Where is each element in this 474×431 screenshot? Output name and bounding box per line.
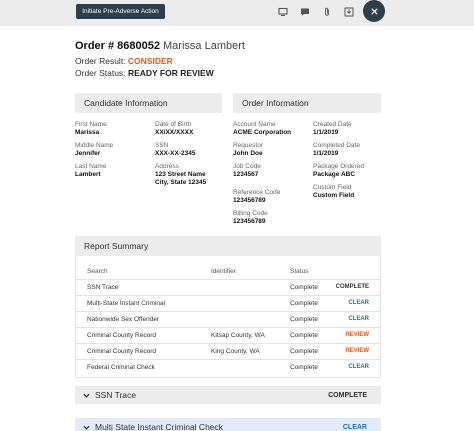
order-status: Order Status: READY FOR REVIEW [75,68,214,78]
row-status: Complete [290,300,318,307]
chevron-down-icon [81,390,91,400]
table-row[interactable] [75,279,381,295]
candidate-name: Marissa Lambert [163,40,245,52]
row-identifier: Kitsap County, WA [211,332,265,339]
chevron-down-icon [81,422,91,431]
order-status-value: READY FOR REVIEW [127,68,214,78]
report-summary-heading: Report Summary [75,236,381,256]
row-status: Complete [290,332,318,339]
created-date-field: Created Date 1/1/2019 [313,121,352,136]
candidate-info-heading: Candidate Information [75,93,222,113]
reference-code-field: Reference Code 123456789 [233,189,281,204]
order-number: Order # 8680052 [75,40,161,52]
row-search: Criminal County Record [87,348,156,355]
table-row[interactable] [75,311,381,327]
section-title: SSN Trace [95,390,137,400]
dob-field: Date of Birth XX/XX/XXXX [155,121,194,136]
close-button[interactable] [363,0,385,22]
section-ssn-trace[interactable] [75,386,381,404]
comment-icon[interactable] [299,6,310,17]
section-result: CLEAR [342,423,367,431]
top-toolbar [0,0,474,26]
row-result: REVIEW [345,332,369,338]
row-result: CLEAR [348,300,369,306]
row-status: Complete [290,364,318,371]
order-info-heading: Order Information [233,93,381,113]
row-result: COMPLETE [335,284,369,290]
page-title [75,40,245,52]
table-row[interactable] [75,343,381,359]
order-result: Order Result: CONSIDER [75,56,173,66]
custom-field: Custom Field Custom Field [313,184,355,199]
package-ordered-field: Package Ordered Package ABC [313,163,364,178]
row-result: CLEAR [348,316,369,322]
row-search: Nationwide Sex Offender [87,316,160,323]
section-title: Multi State Instant Criminal Check [95,422,224,431]
address-field: Address 123 Street Name City, State 12345 [155,163,207,186]
table-row[interactable] [75,295,381,311]
row-result: REVIEW [345,348,369,354]
row-search: Federal Criminal Check [87,364,155,371]
column-header-search: Search [87,268,108,275]
close-icon [370,7,379,16]
job-code-field: Job Code 1234567 [233,163,261,178]
completed-date-field: Completed Date 1/1/2019 [313,142,360,157]
table-row[interactable] [75,327,381,343]
column-header-identifier: Identifier [211,268,236,275]
section-multi-state-instant-criminal-check[interactable] [75,418,381,431]
initiate-pre-adverse-action-button[interactable]: Initiate Pre-Adverse Action [76,4,165,19]
row-status: Complete [290,316,318,323]
monitor-icon[interactable] [277,6,288,17]
section-result: COMPLETE [328,391,367,399]
row-search: SSN Trace [87,284,119,291]
middle-name-field: Middle Name Jennifer [75,142,114,157]
paperclip-icon[interactable] [321,6,332,17]
last-name-field: Last Name Lambert [75,163,107,178]
order-result-badge: CONSIDER [127,56,173,66]
row-identifier: King County, WA [211,348,260,355]
row-status: Complete [290,284,318,291]
billing-code-field: Billing Code 123456789 [233,210,268,225]
row-status: Complete [290,348,318,355]
row-result: CLEAR [348,364,369,370]
row-search: Criminal County Record [87,332,156,339]
row-search: Multi-State Instant Criminal [87,300,166,307]
download-icon[interactable] [343,6,354,17]
ssn-field: SSN XXX-XX-2345 [155,142,196,157]
requestor-field: Requestor John Doe [233,142,263,157]
column-header-status: Status [290,268,309,275]
account-name-field: Account Name ACME Corporation [233,121,292,136]
first-name-field: First Name Marissa [75,121,107,136]
table-row[interactable] [75,359,381,375]
